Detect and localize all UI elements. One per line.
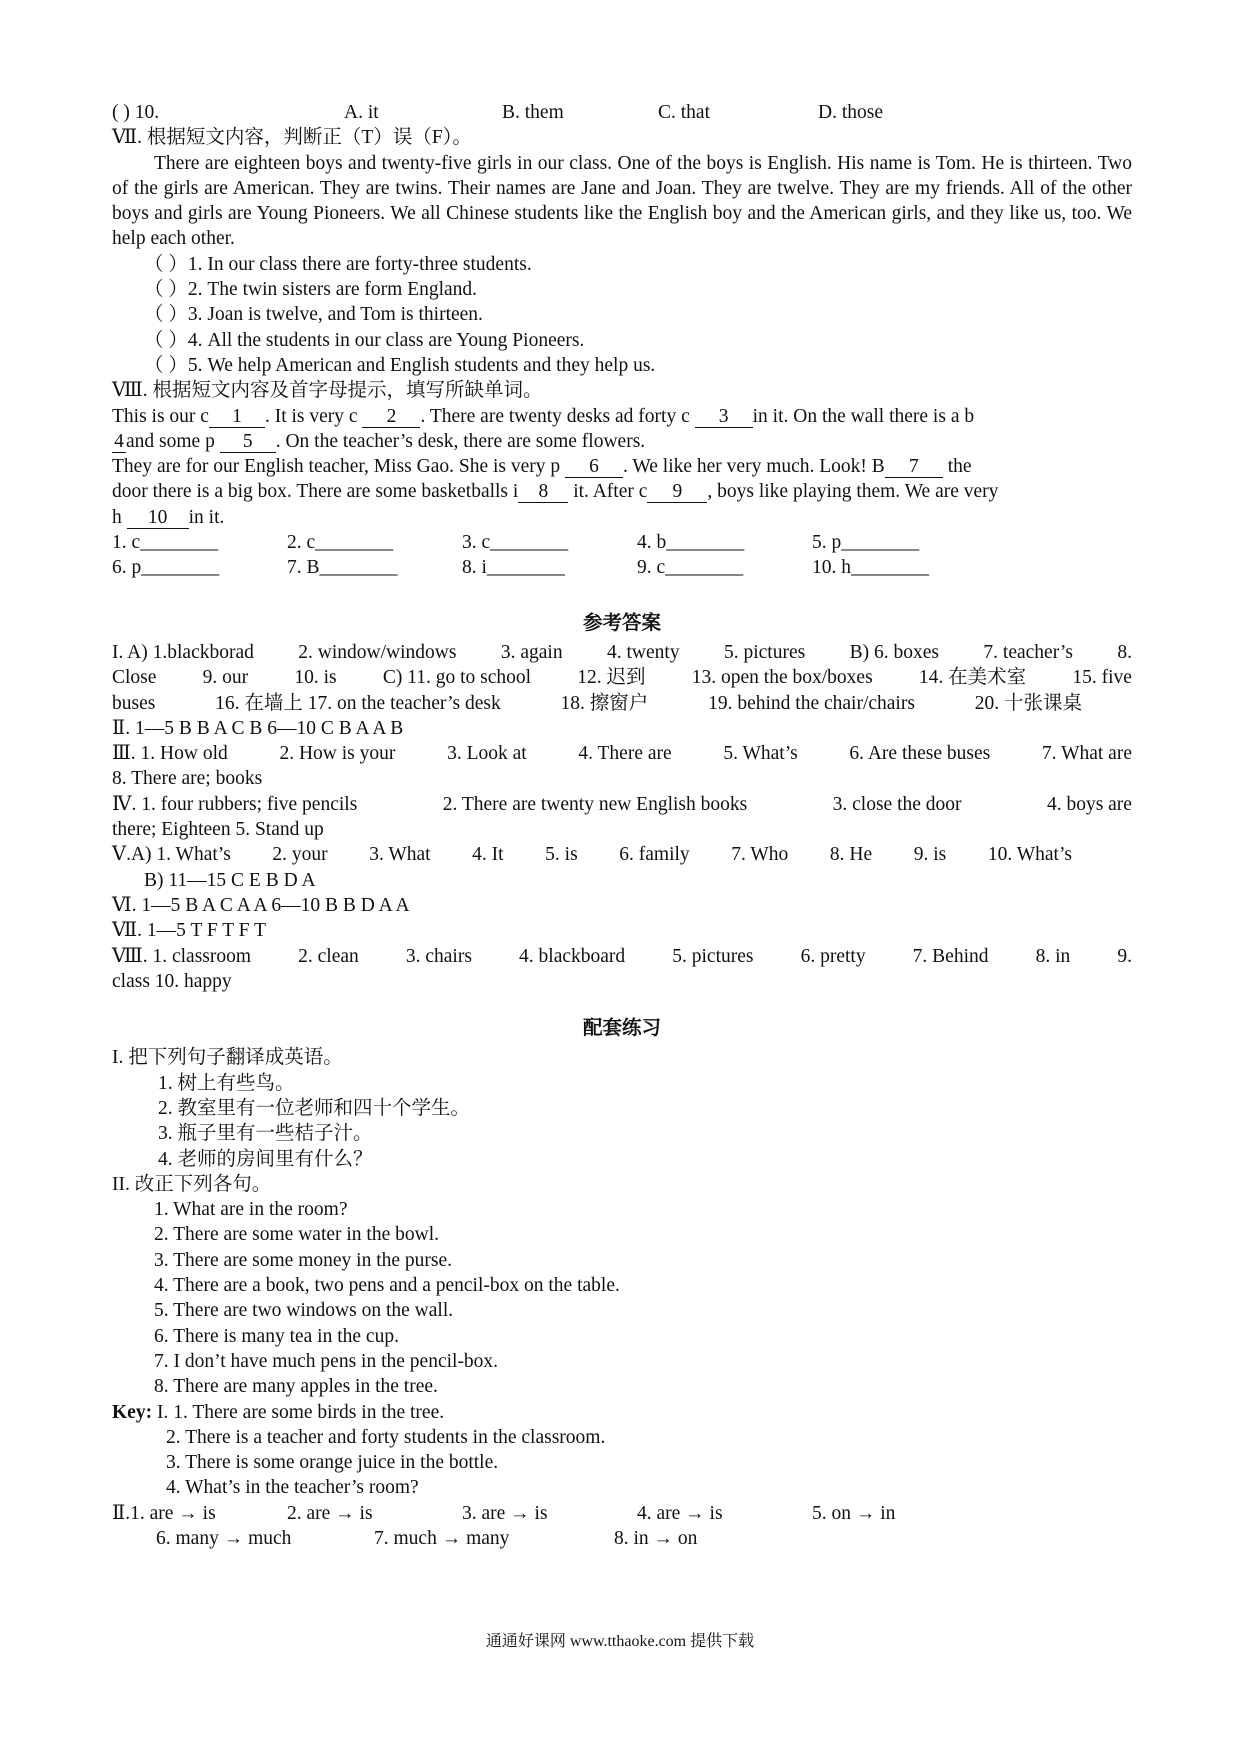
correct-item-7: 7. I don’t have much pens in the pencil-box. [154, 1350, 499, 1372]
cloze-text: They are for our English teacher, Miss Gao. She is very p [112, 456, 566, 478]
answer-item: 3. What [369, 844, 431, 866]
answer-item: 9. is [913, 844, 947, 866]
answer-item: 4. boys are [1046, 793, 1132, 815]
answers-III-line-2: 8. There are; books [112, 768, 263, 790]
answer-item: 7. Behind [912, 945, 989, 967]
section7-title: Ⅶ. 根据短文内容，判断正（T）误（F）。 [112, 127, 472, 149]
cloze-blank-3: 3 [695, 407, 753, 428]
key-item: 6. many → much [156, 1528, 292, 1550]
answers-II: Ⅱ. 1—5 B B A C B 6—10 C B A A B [112, 717, 404, 739]
answer-item: 10. is [294, 667, 337, 689]
correct-item-1: 1. What are in the room? [154, 1199, 348, 1221]
answer-item: 3. chairs [405, 945, 472, 967]
answer-item: 9. [1117, 945, 1132, 967]
cloze-text: . There are twenty desks ad forty c [420, 405, 695, 427]
answer-blanks-row-1 [112, 530, 1132, 555]
correct-item-2: 2. There are some water in the bowl. [154, 1224, 439, 1246]
cloze-blank-7: 7 [885, 457, 943, 478]
spacer [112, 994, 1132, 1016]
answer-blank: 4. b________ [637, 532, 745, 554]
answer-item: 2. window/windows [298, 641, 457, 663]
answer-item: 2. your [272, 844, 328, 866]
answers-VI: Ⅵ. 1—5 B A C A A 6—10 B B D A A [112, 894, 410, 916]
answer-item: 12. 迟到 [577, 667, 646, 689]
key-item: 3. are → is [462, 1502, 548, 1524]
document-body [112, 100, 1132, 1551]
cloze-text: it. After c [568, 481, 648, 503]
answer-item: 4. twenty [607, 641, 680, 663]
answer-item: 8. He [829, 844, 873, 866]
answer-item: 5. is [545, 844, 578, 866]
answer-blank: 10. h________ [812, 557, 929, 579]
answer-item: 2. How is your [279, 743, 396, 765]
translate-item-4: 4. 老师的房间里有什么？ [158, 1148, 373, 1170]
key-item: 4. are → is [637, 1502, 723, 1524]
option-a: A. it [344, 102, 379, 123]
answers-V-line-1 [112, 842, 1072, 867]
page-footer: 通通好课网 www.tthaoke.com 提供下载 [485, 1633, 755, 1650]
answers-IV-line-1 [112, 792, 1132, 817]
translate-item-3: 3. 瓶子里有一些桔子汁。 [158, 1123, 373, 1145]
answer-item: 4. It [472, 844, 504, 866]
correct-item-6: 6. There is many tea in the cup. [154, 1325, 399, 1347]
correct-item-8: 8. There are many apples in the tree. [154, 1376, 438, 1398]
answers-III-line-1 [112, 741, 1132, 766]
answer-item: 14. 在美术室 [918, 667, 1027, 689]
answer-item: 3. close the door [832, 793, 962, 815]
cloze-text: This is our c [112, 405, 209, 427]
practice-II-title: II. 改正下列各句。 [112, 1173, 272, 1195]
spacer [112, 581, 1132, 611]
key-item: Ⅱ.1. are → is [112, 1502, 216, 1524]
answer-item: 6. Are these buses [849, 743, 991, 765]
answer-item: 5. pictures [723, 641, 806, 663]
cloze-line-3 [112, 454, 1132, 479]
answer-item: Ⅲ. 1. How old [112, 743, 228, 765]
option-b: B. them [502, 102, 564, 123]
answer-item: 7. What are [1041, 743, 1132, 765]
answers-I-line-3 [112, 691, 1082, 716]
answer-item: 7. teacher’s [983, 641, 1073, 663]
answers-IV-line-2: there; Eighteen 5. Stand up [112, 819, 324, 841]
key-II-row-2 [112, 1526, 1132, 1551]
question-10-paren: ( ) 10. [112, 102, 160, 123]
answer-item: 8. [1117, 641, 1132, 663]
cloze-text: , boys like playing them. We are very [707, 481, 999, 503]
answer-item: 13. open the box/boxes [691, 667, 873, 689]
section8-title: Ⅷ. 根据短文内容及首字母提示，填写所缺单词。 [112, 380, 543, 402]
cloze-blank-2: 2 [362, 407, 420, 428]
practice-heading: 配套练习 [582, 1018, 661, 1040]
answer-blank: 2. c________ [287, 532, 394, 554]
answer-item: 20. 十张课桌 [974, 692, 1082, 714]
cloze-text: . We like her very much. Look! B [623, 456, 885, 478]
answer-item: 4. blackboard [519, 945, 626, 967]
key-item: 8. in → on [614, 1528, 698, 1550]
answer-blank: 7. B________ [287, 557, 398, 579]
key-item: 5. on → in [812, 1502, 896, 1524]
correct-item-5: 5. There are two windows on the wall. [154, 1300, 454, 1322]
cloze-blank-5: 5 [220, 432, 276, 453]
option-c: C. that [658, 102, 710, 123]
cloze-blank-6: 6 [565, 457, 623, 478]
answer-item: 18. 擦窗户 [560, 692, 649, 714]
tf-item-1: （ ）1. In our class there are forty-three students. [144, 253, 532, 275]
answers-VII: Ⅶ. 1—5 T F T F T [112, 920, 266, 942]
question-10-line [112, 100, 1132, 125]
answer-item: 3. again [500, 641, 563, 663]
answers-V-line-2: B) 11—15 C E B D A [144, 869, 316, 891]
key-item: I. 1. There are some birds in the tree. [156, 1401, 445, 1423]
answers-VIII-line-2: class 10. happy [112, 970, 232, 992]
answer-item: buses [112, 692, 156, 714]
tf-item-2: （ ）2. The twin sisters are form England. [144, 279, 478, 301]
cloze-line-4 [112, 479, 1132, 504]
cloze-line-2 [112, 429, 1132, 454]
answer-blank: 8. i________ [462, 557, 565, 579]
key-II-row-1 [112, 1501, 1132, 1526]
answers-VIII-line-1 [112, 944, 1132, 969]
answer-item: 5. pictures [672, 945, 754, 967]
tf-item-3: （ ）3. Joan is twelve, and Tom is thirteen. [144, 304, 483, 326]
answer-blank: 1. c________ [112, 532, 219, 554]
translate-item-2: 2. 教室里有一位老师和四十个学生。 [158, 1097, 471, 1119]
answer-item: 16. 在墙上 17. on the teacher’s desk [215, 692, 501, 714]
answer-item: 2. There are twenty new English books [442, 793, 748, 815]
cloze-blank-8: 8 [518, 482, 568, 503]
answer-item: Ⅴ.A) 1. What’s [112, 844, 231, 866]
answer-item: B) 6. boxes [849, 641, 939, 663]
answer-blank: 5. p________ [812, 532, 920, 554]
answer-item: 2. clean [298, 945, 359, 967]
answer-item: Ⅳ. 1. four rubbers; five pencils [112, 793, 358, 815]
answer-item: Close [112, 667, 157, 689]
answer-blank: 9. c________ [637, 557, 744, 579]
answer-item: 10. What’s [987, 844, 1072, 866]
answer-item: 15. five [1072, 667, 1132, 689]
key-line-4: 4. What’s in the teacher’s room? [166, 1477, 419, 1499]
answer-item: 6. pretty [800, 945, 866, 967]
correct-item-4: 4. There are a book, two pens and a pencil-box on the table. [154, 1275, 620, 1297]
answer-item: 8. in [1035, 945, 1071, 967]
cloze-text: in it. [188, 506, 225, 528]
answer-item: C) 11. go to school [382, 667, 532, 689]
cloze-text: the [942, 456, 972, 478]
cloze-text: h [112, 506, 127, 528]
cloze-text: and some p [126, 430, 220, 452]
cloze-line-5 [112, 505, 1132, 530]
answers-I-line-1 [112, 640, 1132, 665]
correct-item-3: 3. There are some money in the purse. [154, 1249, 453, 1271]
cloze-blank-1: 1 [209, 407, 265, 428]
answer-item: Ⅷ. 1. classroom [112, 945, 252, 967]
answer-blank: 3. c________ [462, 532, 569, 554]
cloze-text: . On the teacher’s desk, there are some flowers. [275, 430, 646, 452]
practice-I-title: I. 把下列句子翻译成英语。 [112, 1047, 343, 1069]
key-item: 7. much → many [374, 1528, 510, 1550]
cloze-blank-10: 10 [127, 508, 189, 529]
cloze-text: in it. On the wall there is a b [752, 405, 975, 427]
answers-heading: 参考答案 [582, 612, 661, 634]
tf-item-5: （ ）5. We help American and English students and they help us. [144, 354, 656, 376]
cloze-blank-4: 4 [112, 432, 126, 453]
key-line-2: 2. There is a teacher and forty students in the classroom. [166, 1426, 606, 1448]
answer-item: 6. family [619, 844, 690, 866]
answer-item: 4. There are [578, 743, 672, 765]
option-d: D. those [818, 102, 883, 123]
answer-item: 7. Who [731, 844, 789, 866]
key-label: Key: [112, 1401, 153, 1423]
answers-I-line-2 [112, 665, 1132, 690]
cloze-text: . It is very c [264, 405, 363, 427]
answer-item: I. A) 1.blackborad [112, 641, 254, 663]
answer-blanks-row-2 [112, 555, 1132, 580]
answer-item: 9. our [202, 667, 249, 689]
answer-item: 19. behind the chair/chairs [708, 692, 915, 714]
translate-item-1: 1. 树上有些鸟。 [158, 1072, 295, 1094]
cloze-line-1 [112, 404, 1132, 429]
answer-blank: 6. p________ [112, 557, 220, 579]
answer-item: 3. Look at [447, 743, 527, 765]
cloze-blank-9: 9 [647, 482, 707, 503]
key-line-1 [112, 1400, 1132, 1425]
answer-item: 5. What’s [723, 743, 798, 765]
section7-passage: There are eighteen boys and twenty-five girls in our class. One of the boys is English. His name is Tom. He is thirteen. Two of the girls are American. They are twins. Their names are Jane and Joan. They are twelve. They are my friends. All of the other boys and girls are Young Pioneers. We all Chinese students like the English boy and the American girls, and they like us, too. We help each other. [112, 152, 1132, 250]
cloze-text: door there is a big box. There are some basketballs i [112, 481, 519, 503]
tf-item-4: （ ）4. All the students in our class are Young Pioneers. [144, 329, 585, 351]
key-line-3: 3. There is some orange juice in the bottle. [166, 1452, 499, 1474]
key-item: 2. are → is [287, 1502, 373, 1524]
